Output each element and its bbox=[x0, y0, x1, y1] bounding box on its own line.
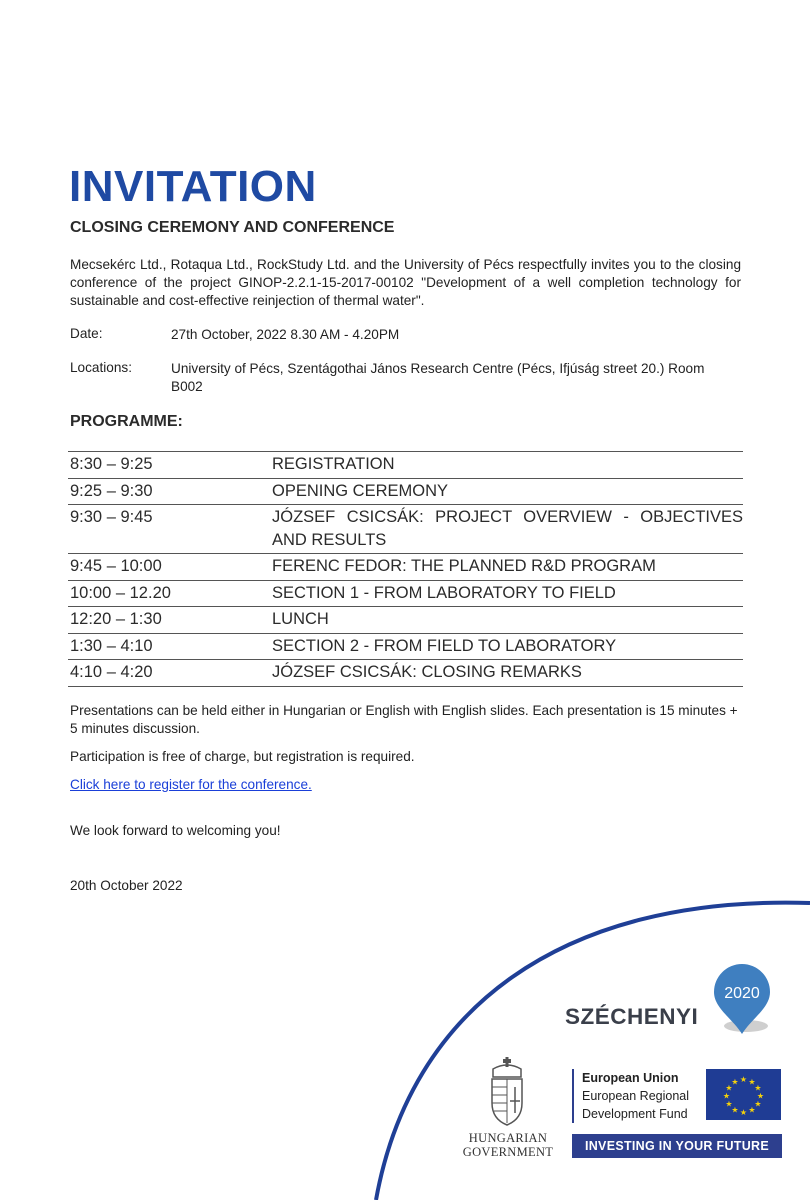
item-cell: FERENC FEDOR: THE PLANNED R&D PROGRAM bbox=[272, 557, 656, 575]
time-cell: 4:10 – 4:20 bbox=[70, 663, 153, 681]
intro-paragraph: Mecsekérc Ltd., Rotaqua Ltd., RockStudy Ltd. and the University of Pécs respectfully invites you to the closing conference of the project GINOP-2.2.1-15-2017-00102 "Development of a well completion technology for sustainable and cost-effective reinjection of thermal water". bbox=[70, 257, 741, 308]
participation-note: Participation is free of charge, but registration is required. bbox=[70, 749, 415, 764]
page-title: INVITATION bbox=[69, 162, 317, 211]
location-label: Locations: bbox=[70, 360, 132, 375]
eu-flag-icon bbox=[706, 1069, 781, 1120]
programme-heading: PROGRAMME: bbox=[70, 413, 183, 430]
time-cell: 10:00 – 12.20 bbox=[70, 583, 171, 602]
svg-text:★: ★ bbox=[739, 1108, 748, 1117]
date-value: 27th October, 2022 8.30 AM - 4.20PM bbox=[171, 327, 400, 342]
coat-of-arms-icon bbox=[488, 1057, 526, 1127]
item-cell: JÓZSEF CSICSÁK: PROJECT OVERVIEW - OBJECTIVES AND RESULTS bbox=[272, 508, 743, 549]
item-cell: SECTION 2 - FROM FIELD TO LABORATORY bbox=[272, 636, 617, 655]
eu-fund-label bbox=[572, 1069, 689, 1123]
svg-text:★: ★ bbox=[754, 1099, 762, 1109]
presentations-note: Presentations can be held either in Hungarian or English with English slides. Each presentation is 15 minutes + 5 minutes discussion. bbox=[70, 703, 738, 736]
item-cell: JÓZSEF CSICSÁK: CLOSING REMARKS bbox=[272, 663, 582, 681]
svg-text:★: ★ bbox=[725, 1083, 733, 1093]
page-subtitle: CLOSING CEREMONY AND CONFERENCE bbox=[70, 219, 395, 236]
szechenyi-logo-text: SZÉCHENYI bbox=[565, 1004, 699, 1029]
item-cell: OPENING CEREMONY bbox=[272, 481, 449, 500]
time-cell: 9:30 – 9:45 bbox=[70, 508, 153, 526]
register-link[interactable]: Click here to register for the conference. bbox=[70, 777, 312, 792]
svg-text:★: ★ bbox=[756, 1091, 765, 1101]
svg-text:★: ★ bbox=[725, 1099, 733, 1109]
svg-text:★: ★ bbox=[731, 1105, 739, 1115]
szechenyi-year: 2020 bbox=[724, 985, 760, 1002]
investing-banner: INVESTING IN YOUR FUTURE bbox=[572, 1134, 782, 1158]
item-cell: LUNCH bbox=[272, 610, 329, 628]
government-label bbox=[452, 1131, 564, 1159]
time-cell: 1:30 – 4:10 bbox=[70, 636, 153, 655]
eu-line1: European Union bbox=[582, 1071, 679, 1085]
svg-text:★: ★ bbox=[722, 1091, 731, 1101]
svg-text:★: ★ bbox=[748, 1077, 756, 1087]
svg-text:★: ★ bbox=[748, 1105, 756, 1115]
svg-text:★: ★ bbox=[731, 1077, 739, 1087]
government-line1: HUNGARIAN bbox=[468, 1131, 548, 1145]
svg-text:★: ★ bbox=[739, 1075, 748, 1084]
szechenyi-pin-icon bbox=[712, 962, 772, 1036]
time-cell: 8:30 – 9:25 bbox=[70, 455, 153, 473]
closing-line: We look forward to welcoming you! bbox=[70, 823, 281, 838]
issue-date: 20th October 2022 bbox=[70, 878, 183, 893]
time-cell: 9:25 – 9:30 bbox=[70, 481, 153, 500]
svg-text:★: ★ bbox=[754, 1083, 762, 1093]
item-cell: REGISTRATION bbox=[272, 455, 395, 473]
item-cell: SECTION 1 - FROM LABORATORY TO FIELD bbox=[272, 583, 616, 602]
location-value: University of Pécs, Szentágothai János Research Centre (Pécs, Ifjúság street 20.) Room B002 bbox=[171, 361, 705, 394]
eu-line3: Development Fund bbox=[582, 1107, 688, 1121]
eu-line2: European Regional bbox=[582, 1089, 690, 1103]
time-cell: 12:20 – 1:30 bbox=[70, 610, 162, 628]
date-label: Date: bbox=[70, 326, 103, 341]
time-cell: 9:45 – 10:00 bbox=[70, 557, 162, 575]
government-line2: GOVERNMENT bbox=[462, 1145, 554, 1159]
